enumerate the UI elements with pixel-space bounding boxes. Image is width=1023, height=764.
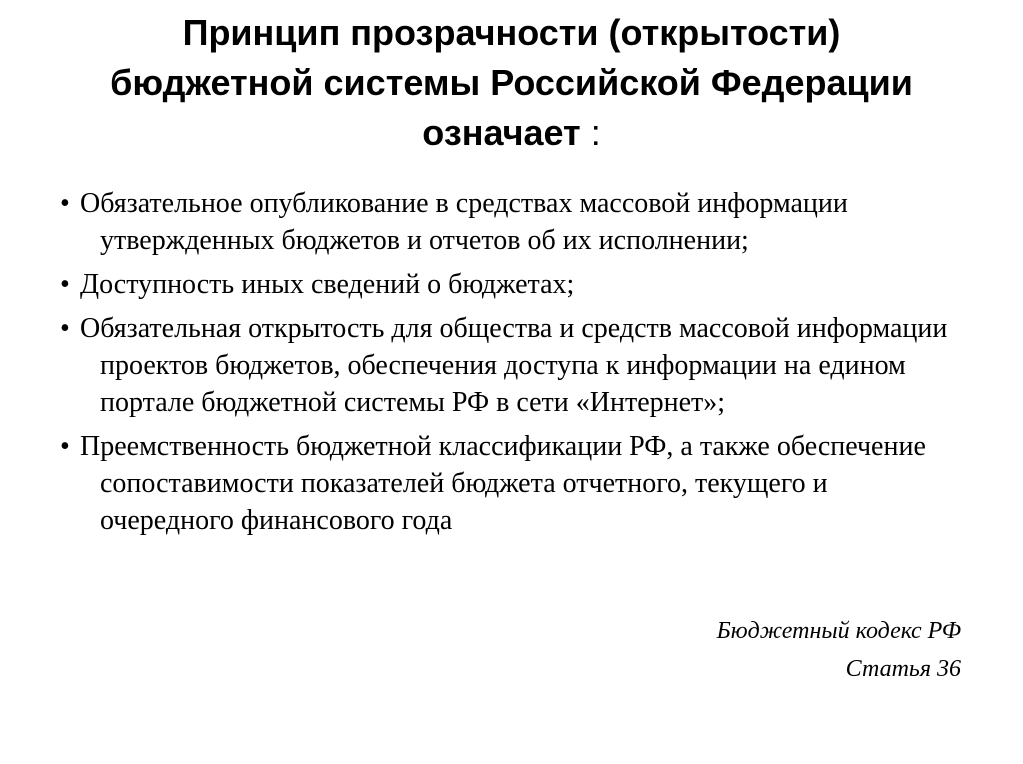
- list-item: [60, 266, 960, 303]
- title-line-2: бюджетной системы Российской Федерации: [110, 62, 913, 103]
- list-item-text: Обязательное опубликование в средствах массовой информации утвержденных бюджетов и отчетов об их исполнении;: [80, 188, 848, 256]
- title-colon: :: [580, 112, 601, 153]
- bullet-icon: •: [60, 313, 70, 344]
- title-line-1: Принцип прозрачности (открытости): [182, 12, 841, 53]
- title-line-3: означает: [422, 112, 581, 153]
- list-item-text: Доступность иных сведений о бюджетах;: [80, 269, 575, 300]
- source-document: Бюджетный кодекс РФ: [716, 618, 961, 644]
- list-item-text: Обязательная открытость для общества и средств массовой информации проектов бюджетов, обеспечения доступа к информации на едином портале бюджетной системы РФ в сети «Интернет»;: [80, 313, 948, 418]
- slide-title: [40, 8, 983, 158]
- bullet-icon: •: [60, 188, 70, 219]
- list-item: [60, 310, 960, 421]
- principle-list: [60, 185, 960, 546]
- list-item: [60, 185, 960, 259]
- bullet-icon: •: [60, 431, 70, 462]
- source-article: Статья 36: [845, 656, 961, 682]
- list-item-text: Преемственность бюджетной классификации РФ, а также обеспечение сопоставимости показателей бюджета отчетного, текущего и очередного финансового года: [80, 431, 926, 536]
- list-item: [60, 428, 960, 539]
- bullet-icon: •: [60, 269, 70, 300]
